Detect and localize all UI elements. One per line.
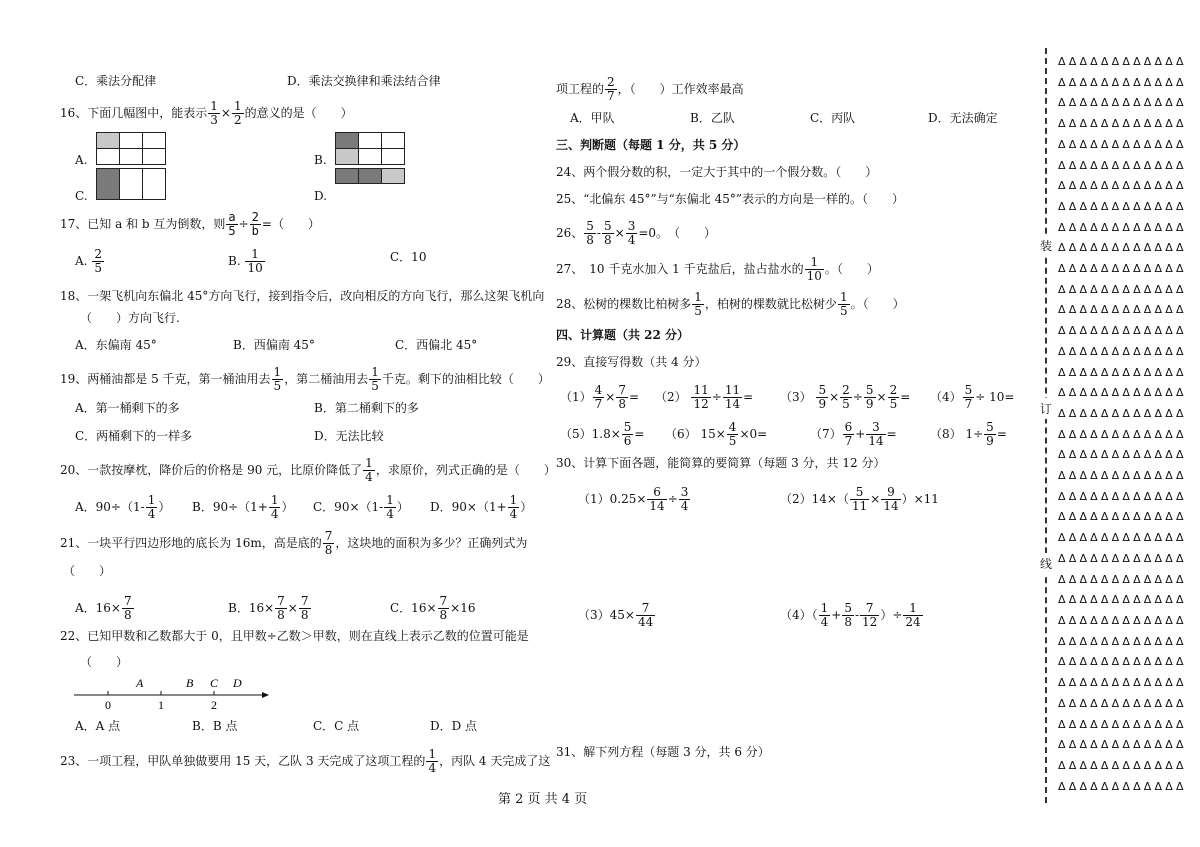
question-28: 28、松树的棵数比柏树多 $\frac{1}{5}$ ，柏树的棵数就比松树少 $\frac{1}{5}$ 。（ ） xyxy=(556,290,905,318)
q21-option-c: C．16× $\frac{7}{8}$ ×16 xyxy=(390,594,476,622)
fraction: $\frac{1}{3}$ xyxy=(210,99,218,127)
calc-7: （7） $\frac{6}{7}$ + $\frac{3}{14}$ = xyxy=(810,420,897,448)
section-4-heading: 四、计算题（共 22 分） xyxy=(556,328,690,342)
question-27: 27、 10 千克水加入 1 千克盐后，盐占盐水的 $\frac{1}{10}$ 。（ ） xyxy=(556,255,879,283)
q18-option-a: A．东偏南 45° xyxy=(75,338,157,352)
point-label-a: A xyxy=(136,676,144,690)
question-29: 29、直接写得数（共 4 分） xyxy=(556,355,707,369)
calc-6: （6） 15× $\frac{4}{5}$ ×0= xyxy=(665,420,768,448)
question-22: 22、已知甲数和乙数都大于 0，且甲数÷乙数＞甲数，则在直线上表示乙数的位置可能是 xyxy=(60,629,529,643)
q16-label-c: C. xyxy=(75,189,88,203)
q18-option-b: B．西偏南 45° xyxy=(233,338,315,352)
page-number: 第 2 页 共 4 页 xyxy=(498,792,588,807)
question-25: 25、“北偏东 45°”与“东偏北 45°”表示的方向是一样的。（ ） xyxy=(556,192,904,206)
triangle-pattern: ΔΔΔΔΔΔΔΔΔΔΔΔ ΔΔΔΔΔΔΔΔΔΔΔΔ ΔΔΔΔΔΔΔΔΔΔΔΔ ΔΔΔΔΔΔΔΔΔΔΔΔ ΔΔΔΔΔΔΔΔΔΔΔΔ ΔΔΔΔΔΔΔΔΔΔΔΔ ΔΔΔΔΔΔΔΔΔΔΔΔ ΔΔΔΔΔΔΔΔΔΔΔΔ ΔΔΔΔΔΔΔΔΔΔΔΔ ΔΔΔΔΔΔΔΔΔΔΔΔ ΔΔΔΔΔΔΔΔΔΔΔΔ ΔΔΔΔΔΔΔΔΔΔΔΔ ΔΔΔΔΔΔΔΔΔΔΔΔ ΔΔΔΔΔΔΔΔΔΔΔΔ ΔΔΔΔΔΔΔΔΔΔΔΔ ΔΔΔΔΔΔΔΔΔΔΔΔ ΔΔΔΔΔΔΔΔΔΔΔΔ ΔΔΔΔΔΔΔΔΔΔΔΔ ΔΔΔΔΔΔΔΔΔΔΔΔ ΔΔΔΔΔΔΔΔΔΔΔΔ ΔΔΔΔΔΔΔΔΔΔΔΔ ΔΔΔΔΔΔΔΔΔΔΔΔ ΔΔΔΔΔΔΔΔΔΔΔΔ ΔΔΔΔΔΔΔΔΔΔΔΔ ΔΔΔΔΔΔΔΔΔΔΔΔ ΔΔΔΔΔΔΔΔΔΔΔΔ ΔΔΔΔΔΔΔΔΔΔΔΔ ΔΔΔΔΔΔΔΔΔΔΔΔ ΔΔΔΔΔΔΔΔΔΔΔΔ ΔΔΔΔΔΔΔΔΔΔΔΔ ΔΔΔΔΔΔΔΔΔΔΔΔ ΔΔΔΔΔΔΔΔΔΔΔΔ ΔΔΔΔΔΔΔΔΔΔΔΔ ΔΔΔΔΔΔΔΔΔΔΔΔ ΔΔΔΔΔΔΔΔΔΔΔΔ ΔΔΔΔΔΔΔΔΔΔΔΔ xyxy=(1058,55,1187,793)
calc30-1: （1）0.25× $\frac{6}{14}$ ÷ $\frac{3}{4}$ xyxy=(578,485,689,513)
q17-option-c: C．10 xyxy=(390,250,427,264)
section-3-heading: 三、判断题（每题 1 分，共 5 分） xyxy=(556,138,746,152)
binding-label-zhuang: 装 xyxy=(1040,235,1052,256)
question-21: 21、一块平行四边形地的底长为 16m，高是底的 $\frac{7}{8}$ ，这块地的面积为多少？正确列式为 xyxy=(60,529,528,557)
tick-label-1: 1 xyxy=(158,698,164,712)
q20-option-c: C．90×（1- $\frac{1}{4}$ ） xyxy=(313,493,409,521)
q16-label-d: D. xyxy=(314,189,328,203)
q23-option-d: D．无法确定 xyxy=(928,111,998,125)
calc30-3: （3）45× $\frac{7}{44}$ xyxy=(578,601,654,629)
q23-option-c: C．丙队 xyxy=(810,111,856,125)
q20-option-a: A．90÷（1- $\frac{1}{4}$ ） xyxy=(75,493,171,521)
question-24: 24、两个假分数的积，一定大于其中的一个假分数。（ ） xyxy=(556,165,878,179)
q20-option-b: B．90÷（1+ $\frac{1}{4}$ ） xyxy=(192,493,294,521)
question-26: 26、 $\frac{5}{8}$ - $\frac{5}{8}$ × $\frac{3}{4}$ =0。 （ ） xyxy=(556,219,717,247)
q22-option-d: D．D 点 xyxy=(430,719,478,733)
binding-label-xian: 线 xyxy=(1040,553,1052,574)
q23-option-b: B．乙队 xyxy=(690,111,735,125)
q15-option-c: C．乘法分配律 xyxy=(75,74,157,88)
q22-option-c: C．C 点 xyxy=(313,719,360,733)
calc-3: （3） $\frac{5}{9}$ × $\frac{2}{5}$ ÷ $\frac{5}{9}$ × $\frac{2}{5}$ = xyxy=(780,383,911,411)
q16-figure-b xyxy=(335,132,405,165)
fraction: $\frac{1}{2}$ xyxy=(233,99,242,127)
q16-label-a: A. xyxy=(75,153,88,167)
calc-4: （4） $\frac{5}{7}$ ÷ 10= xyxy=(930,383,1015,411)
calc30-2: （2）14×（ $\frac{5}{11}$ × $\frac{9}{14}$ ）×11 xyxy=(780,485,939,513)
q15-option-d: D．乘法交换律和乘法结合律 xyxy=(287,74,441,88)
q19-option-a: A．第一桶剩下的多 xyxy=(75,401,180,415)
calc-8: （8） 1÷ $\frac{5}{9}$ = xyxy=(930,420,1007,448)
question-20: 20、一款按摩枕，降价后的价格是 90 元，比原价降低了 $\frac{1}{4}$ ，求原价，列式正确的是（ ） xyxy=(60,456,556,484)
question-21-line2: （ ） xyxy=(63,564,112,578)
q17-option-a: A. $\frac{2}{5}$ xyxy=(75,247,102,275)
point-label-b: B xyxy=(186,676,194,690)
q22-option-b: B．B 点 xyxy=(192,719,238,733)
q19-option-d: D．无法比较 xyxy=(314,429,384,443)
q17-option-b: B. $\frac{1}{10}$ xyxy=(228,247,263,275)
question-23-continued: 项工程的 $\frac{2}{7}$ ，（ ）工作效率最高 xyxy=(556,75,744,103)
q19-option-c: C．两桶剩下的一样多 xyxy=(75,429,193,443)
point-label-c: C xyxy=(210,676,219,690)
q18-option-c: C．西偏北 45° xyxy=(395,338,478,352)
question-17: 17、已知 a 和 b 互为倒数，则 $\frac{a}{5}$ ÷ $\frac{2}{b}$ =（ ） xyxy=(60,210,320,238)
q16-figure-d xyxy=(335,168,405,184)
q23-option-a: A．甲队 xyxy=(570,111,615,125)
number-line-arrow xyxy=(262,692,269,698)
question-23: 23、一项工程，甲队单独做要用 15 天，乙队 3 天完成了这项工程的 $\frac{1}{4}$ ，丙队 4 天完成了这 xyxy=(60,747,551,775)
question-18: 18、一架飞机向东偏北 45°方向飞行，接到指令后，改向相反的方向飞行，那么这架飞机向 xyxy=(60,289,545,303)
question-19: 19、两桶油都是 5 千克，第一桶油用去 $\frac{1}{5}$ ，第二桶油用去 $\frac{1}{5}$ 千克。剩下的油相比较（ ） xyxy=(60,365,550,393)
number-line xyxy=(70,674,280,714)
binding-line xyxy=(1045,48,1047,803)
question-16: 16、下面几幅图中，能表示 $\frac{1}{3}$ × $\frac{1}{2}$ 的意义的是（ ） xyxy=(60,99,353,127)
calc-1: （1） $\frac{4}{7}$ × $\frac{7}{8}$ = xyxy=(560,383,640,411)
point-label-d: D xyxy=(233,676,242,690)
question-22-line2: （ ） xyxy=(80,655,129,669)
q16-figure-a xyxy=(96,132,166,165)
tick-label-2: 2 xyxy=(211,698,217,712)
tick-label-0: 0 xyxy=(105,698,111,712)
q16-figure-c xyxy=(96,168,166,200)
calc-5: （5）1.8× $\frac{5}{6}$ = xyxy=(560,420,645,448)
calc30-4: （4）（ $\frac{1}{4}$ + $\frac{5}{8}$ - $\frac{7}{12}$ ）÷ $\frac{1}{24}$ xyxy=(780,601,921,629)
q20-option-d: D．90×（1+ $\frac{1}{4}$ ） xyxy=(430,493,533,521)
question-31: 31、解下列方程（每题 3 分，共 6 分） xyxy=(556,745,770,759)
calc-2: （2） $\frac{11}{12}$ ÷ $\frac{11}{14}$ = xyxy=(655,383,754,411)
q16-figure-d-divider xyxy=(335,183,403,184)
q16-label-b: B. xyxy=(314,153,327,167)
binding-label-ding: 订 xyxy=(1040,398,1052,419)
q21-option-b: B．16× $\frac{7}{8}$ × $\frac{7}{8}$ xyxy=(228,594,309,622)
question-30: 30、计算下面各题，能简算的要简算（每题 3 分，共 12 分） xyxy=(556,456,886,470)
question-18-line2: （ ）方向飞行. xyxy=(80,311,180,325)
q21-option-a: A．16× $\frac{7}{8}$ xyxy=(75,594,132,622)
q22-option-a: A．A 点 xyxy=(75,719,121,733)
q19-option-b: B．第二桶剩下的多 xyxy=(314,401,419,415)
